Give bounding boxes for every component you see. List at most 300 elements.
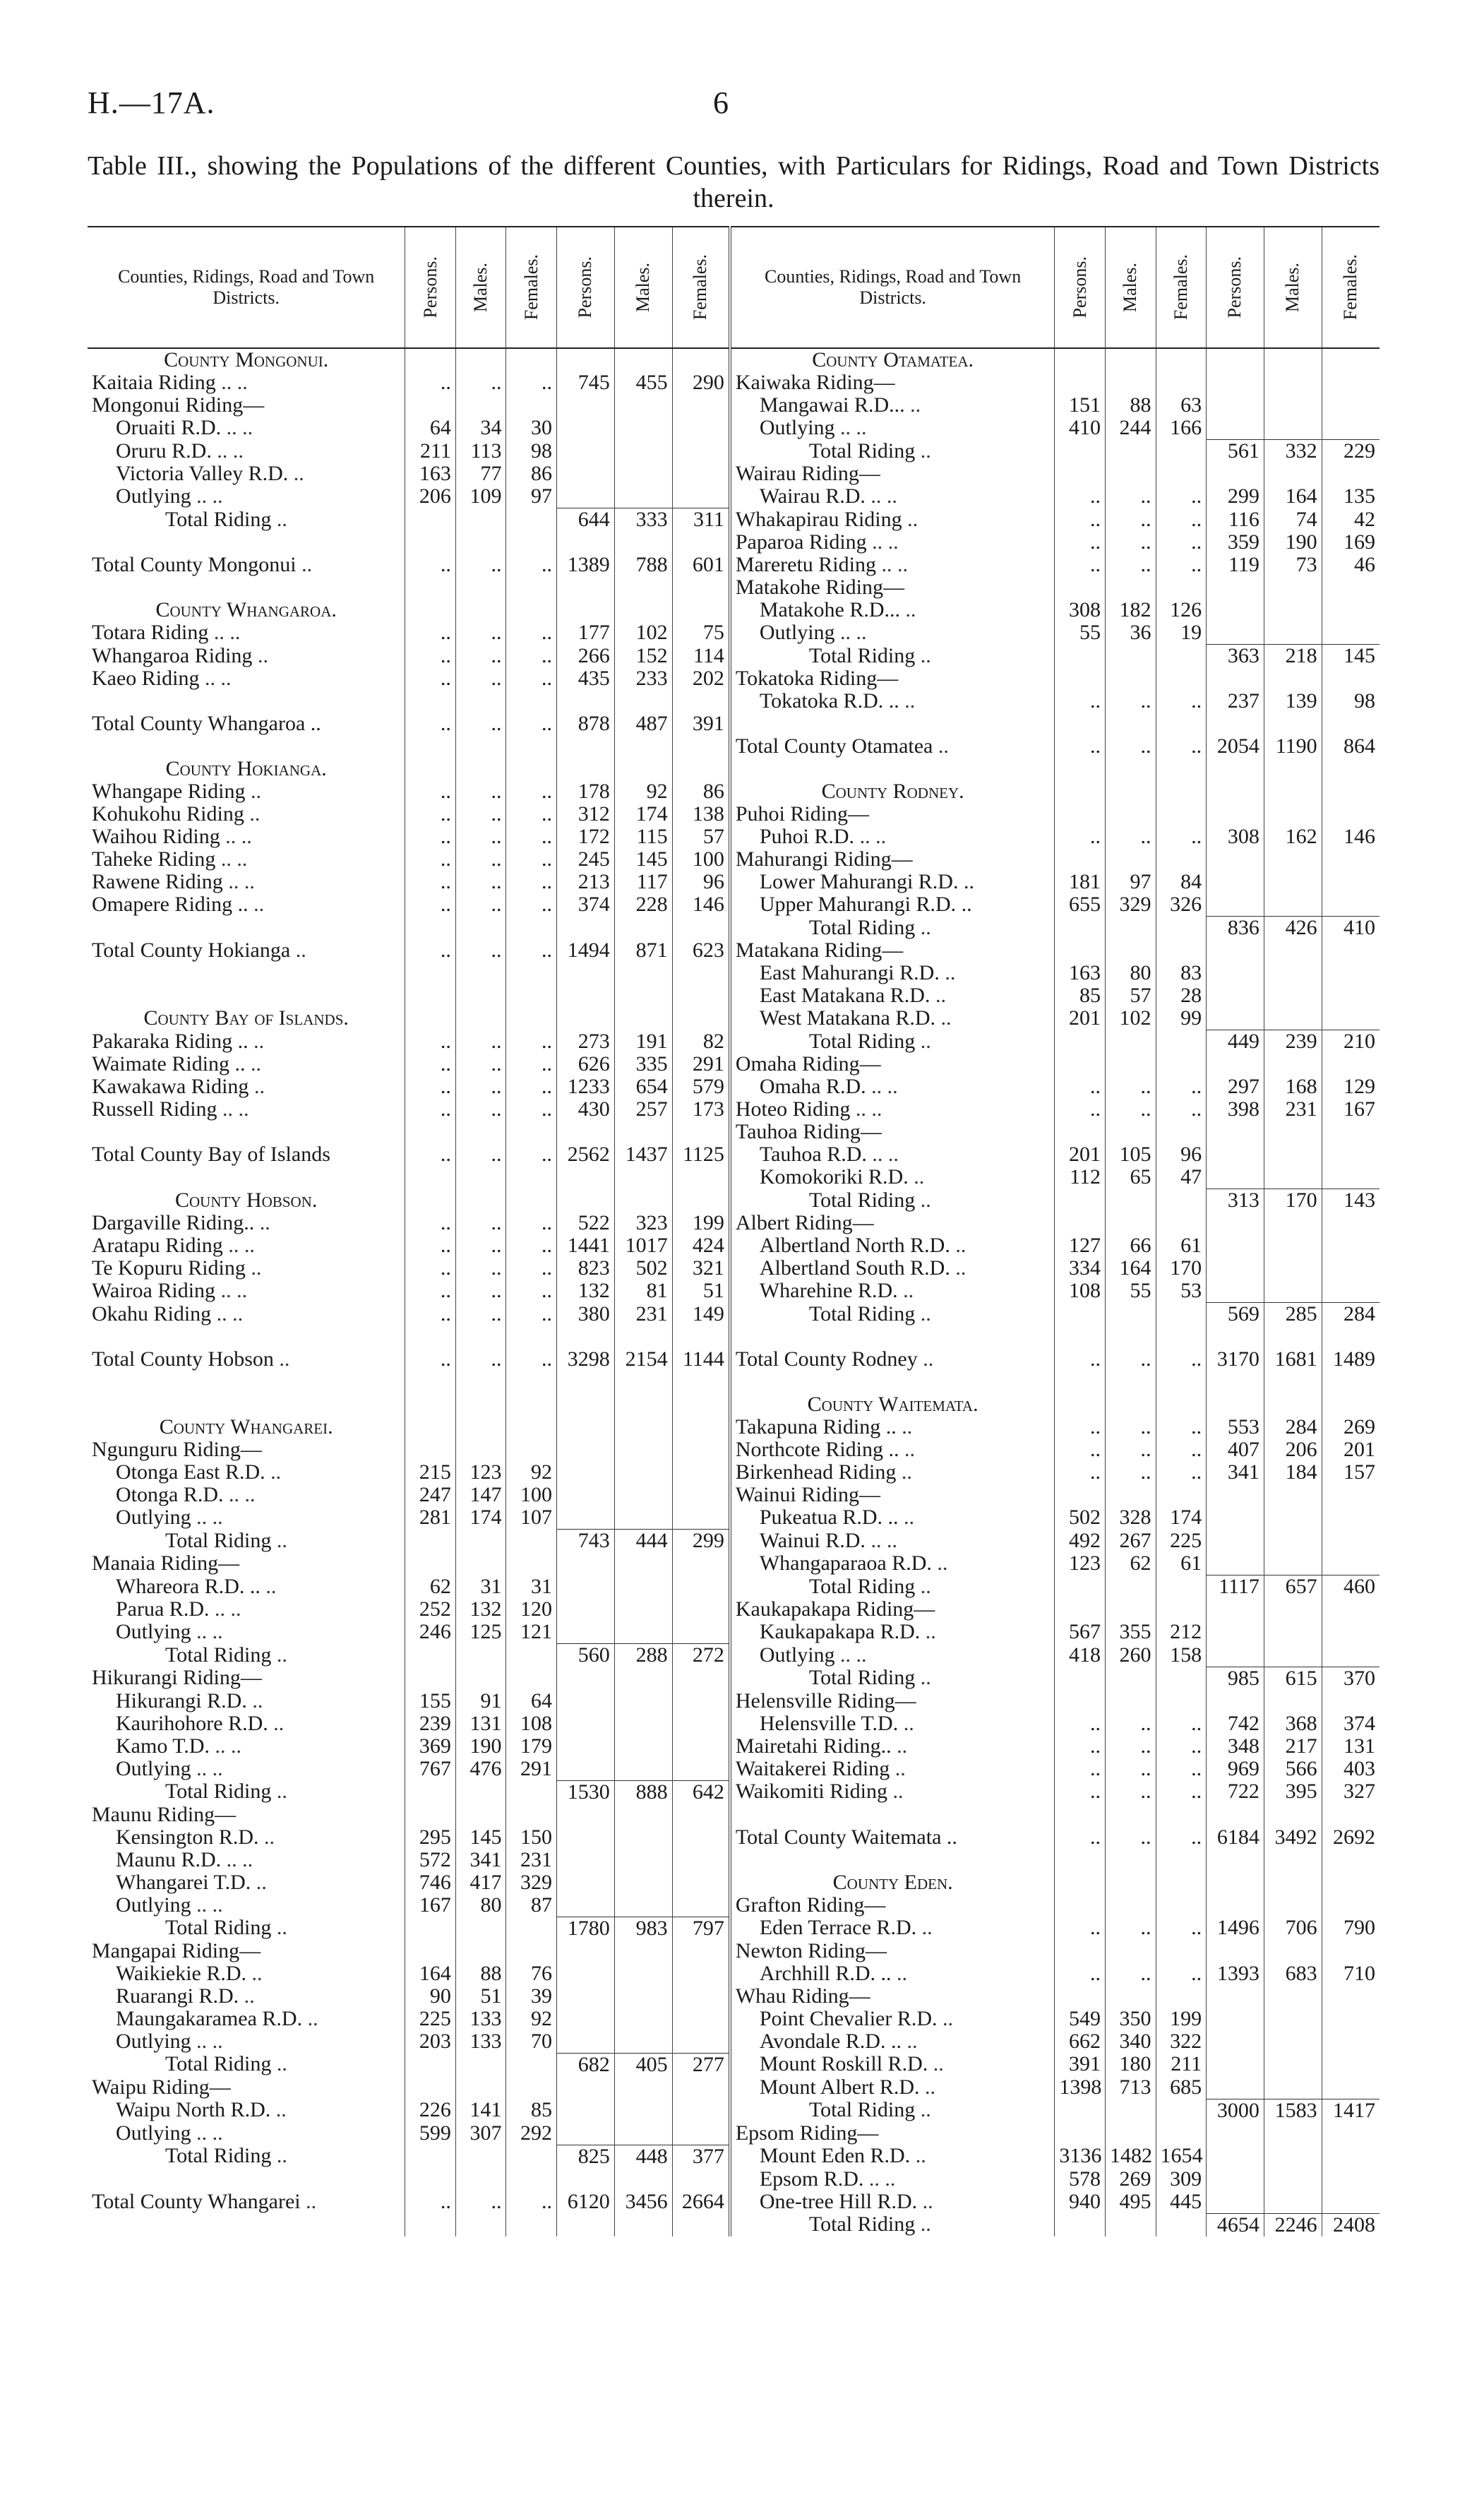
district-males-cell: 133	[455, 2030, 506, 2054]
row-label	[88, 758, 405, 780]
district-males-cell	[455, 1644, 506, 1667]
riding-persons-cell: 742	[1207, 1712, 1264, 1735]
riding-females-cell	[672, 2099, 730, 2122]
row-label	[88, 348, 405, 371]
row-label	[88, 1326, 405, 1348]
table-row	[88, 2008, 1380, 2030]
table-row	[88, 554, 1380, 576]
riding-persons-cell	[557, 1393, 615, 1416]
district-males-cell: 164	[1105, 1257, 1156, 1280]
row-label-text: Otonga R.D.	[116, 1484, 224, 1506]
riding-males-cell	[614, 735, 672, 758]
riding-females-cell	[672, 2213, 730, 2236]
riding-males-cell: 228	[614, 893, 672, 917]
riding-females-cell: 710	[1344, 1962, 1375, 1985]
riding-males-cell	[614, 1712, 672, 1735]
row-label	[730, 713, 1055, 735]
table-row	[88, 1644, 1380, 1667]
row-label	[730, 1143, 1055, 1166]
leader-dots: ..	[300, 2190, 317, 2213]
district-females-cell	[506, 1166, 557, 1189]
leader-dots: .. ..	[215, 371, 248, 394]
leader-dots: ..	[290, 939, 306, 962]
row-label	[88, 1804, 405, 1826]
row-label-text: Total Riding	[808, 1030, 916, 1053]
riding-persons-cell: 682	[557, 2053, 615, 2076]
district-females-cell	[1156, 1690, 1207, 1712]
district-females-cell: ..	[506, 780, 557, 803]
riding-persons-cell: 299	[1207, 485, 1264, 508]
riding-males-cell: 92	[614, 780, 672, 803]
row-label-text: Albertland North R.D.	[759, 1234, 950, 1257]
district-females-cell	[1156, 463, 1207, 485]
riding-females-cell	[1322, 463, 1380, 485]
riding-males-cell	[1264, 871, 1322, 893]
district-persons-cell: ..	[1055, 1076, 1106, 1098]
leader-dots: ..	[933, 735, 949, 758]
riding-males-cell: 145	[614, 848, 672, 871]
riding-males-cell: 231	[1264, 1098, 1322, 1121]
row-label	[88, 2099, 405, 2122]
header-males: Males.	[1282, 262, 1303, 313]
district-females-cell: 292	[506, 2122, 557, 2145]
district-females-cell	[1156, 917, 1207, 940]
district-females-cell: ..	[1156, 485, 1207, 508]
riding-persons-cell	[557, 2030, 615, 2054]
district-persons-cell: ..	[405, 554, 456, 576]
riding-females-cell: 145	[1322, 645, 1380, 668]
district-females-cell: ..	[1156, 826, 1207, 848]
table-row	[88, 1530, 1380, 1553]
riding-females-cell	[672, 1575, 730, 1599]
row-label-text: Outlying	[116, 1621, 191, 1644]
riding-females-cell	[1322, 1143, 1380, 1166]
district-persons-cell: 64	[405, 417, 456, 440]
riding-males-cell	[1264, 848, 1322, 871]
riding-males-cell: 170	[1264, 1189, 1322, 1213]
district-persons-cell: 164	[405, 1962, 456, 1985]
district-males-cell	[1105, 713, 1156, 735]
row-label-text: Manaia Riding—	[92, 1552, 240, 1575]
riding-persons-cell	[557, 576, 615, 599]
row-label-text: Outlying	[116, 1757, 191, 1780]
row-label	[88, 962, 405, 984]
district-males-cell: ..	[1105, 1438, 1156, 1461]
district-persons-cell: ..	[405, 1257, 456, 1280]
table-row	[88, 1667, 1380, 1690]
district-persons-cell	[1055, 1326, 1106, 1348]
riding-females-cell: 146	[672, 893, 730, 917]
riding-males-cell	[614, 2168, 672, 2191]
district-males-cell	[1105, 1985, 1156, 2008]
riding-males-cell	[614, 1189, 672, 1213]
row-label	[730, 1007, 1055, 1030]
district-females-cell: ..	[506, 371, 557, 394]
riding-females-cell	[1322, 2122, 1380, 2145]
district-females-cell: 326	[1156, 893, 1207, 917]
riding-females-cell: 75	[672, 621, 730, 645]
riding-males-cell	[1264, 576, 1322, 599]
row-label	[88, 554, 405, 576]
riding-persons-cell	[557, 1189, 615, 1213]
row-label-text: Mount Roskill R.D.	[759, 2053, 928, 2076]
riding-females-cell	[672, 962, 730, 984]
riding-males-cell	[614, 1621, 672, 1644]
row-label-text: Total Riding	[165, 1643, 272, 1667]
table-row	[88, 417, 1380, 440]
row-label-text: Epsom R.D.	[759, 2167, 864, 2191]
riding-females-cell	[1322, 348, 1380, 371]
leader-dots: .. ..	[834, 417, 867, 440]
district-persons-cell	[1055, 1189, 1106, 1213]
district-persons-cell	[405, 2053, 456, 2076]
district-persons-cell	[405, 917, 456, 940]
table-row	[88, 2099, 1380, 2122]
row-label-text: Outlying	[759, 621, 835, 645]
riding-persons-cell	[1207, 1598, 1264, 1621]
row-label	[88, 893, 405, 917]
district-persons-cell	[405, 1416, 456, 1438]
riding-persons-cell	[1207, 1552, 1264, 1575]
district-females-cell: 121	[506, 1621, 557, 1644]
riding-males-cell: 444	[614, 1530, 672, 1553]
district-persons-cell	[1055, 2099, 1106, 2122]
row-label-text: Puhoi Riding—	[735, 803, 870, 826]
table-row	[88, 1393, 1380, 1416]
leader-dots: ..	[249, 1076, 265, 1098]
district-females-cell: ..	[506, 1280, 557, 1303]
row-label-text: Whangaroa Riding	[92, 644, 253, 667]
row-label-text: Maungakaramea R.D.	[116, 2007, 303, 2030]
leader-dots: ..	[245, 780, 261, 803]
leader-dots: .. ..	[215, 1280, 248, 1303]
row-label	[730, 1053, 1055, 1076]
riding-females-cell: 291	[672, 1053, 730, 1076]
leader-dots: .. ..	[217, 1098, 249, 1121]
row-label-text: Outlying	[116, 2121, 191, 2145]
district-persons-cell: ..	[405, 780, 456, 803]
district-persons-cell	[1055, 1598, 1106, 1621]
riding-females-cell	[672, 485, 730, 508]
riding-females-cell	[672, 1826, 730, 1849]
district-persons-cell: 246	[405, 1621, 456, 1644]
row-label-text: County Rodney.	[821, 780, 964, 803]
district-persons-cell	[405, 758, 456, 780]
leader-dots: .. ..	[221, 417, 253, 440]
district-persons-cell: ..	[405, 1053, 456, 1076]
district-males-cell: 329	[1105, 893, 1156, 917]
row-label-text: One-tree Hill R.D.	[759, 2190, 918, 2213]
district-males-cell: 145	[455, 1826, 506, 1849]
riding-males-cell: 788	[614, 554, 672, 576]
row-label-text: Russell Riding	[92, 1098, 217, 1121]
header-females: Females.	[1340, 254, 1361, 321]
table-row	[88, 2122, 1380, 2145]
table-row	[88, 848, 1380, 871]
row-label-text: County Mongonui.	[164, 348, 329, 371]
district-males-cell: ..	[455, 371, 506, 394]
riding-males-cell	[1264, 962, 1322, 984]
riding-persons-cell	[1207, 713, 1264, 735]
row-label-text: Total Riding	[165, 1529, 272, 1552]
riding-males-cell	[1264, 1894, 1322, 1917]
riding-persons-cell	[557, 962, 615, 984]
leader-dots: .. ..	[191, 2121, 223, 2145]
district-males-cell	[1105, 1667, 1156, 1690]
district-persons-cell	[1055, 371, 1106, 394]
table-row	[88, 1917, 1380, 1940]
riding-persons-cell	[1207, 1166, 1264, 1189]
district-females-cell: ..	[506, 1030, 557, 1054]
district-persons-cell: 206	[405, 485, 456, 508]
riding-females-cell	[1322, 939, 1380, 962]
district-females-cell: ..	[1156, 1416, 1207, 1438]
district-persons-cell	[1055, 1030, 1106, 1054]
riding-males-cell	[614, 1598, 672, 1621]
row-label-text: Whangaparaoa R.D.	[759, 1552, 932, 1575]
district-males-cell: ..	[455, 1030, 506, 1054]
district-persons-cell: ..	[1055, 1826, 1106, 1849]
riding-females-cell: 321	[672, 1257, 730, 1280]
riding-persons-cell: 273	[557, 1030, 615, 1054]
table-row	[88, 440, 1380, 463]
leader-dots: .. ..	[191, 1757, 223, 1780]
riding-males-cell	[614, 2076, 672, 2099]
table-row	[88, 599, 1380, 621]
row-label	[730, 371, 1055, 394]
district-males-cell: ..	[1105, 1461, 1156, 1484]
row-label-text: Kamo T.D.	[116, 1734, 210, 1758]
district-males-cell	[1105, 371, 1156, 394]
riding-males-cell	[614, 2099, 672, 2122]
leader-dots: ..	[899, 1438, 915, 1461]
row-label	[730, 1166, 1055, 1189]
district-males-cell	[455, 1667, 506, 1690]
leader-dots: ..	[900, 599, 916, 621]
riding-females-cell	[1322, 713, 1380, 735]
district-males-cell: 190	[455, 1735, 506, 1758]
district-females-cell: 31	[506, 1575, 557, 1599]
district-females-cell	[1156, 939, 1207, 962]
row-label-text: Total County Mongonui	[92, 554, 297, 576]
row-label-text: Kensington R.D.	[116, 1825, 259, 1849]
district-persons-cell: 201	[1055, 1007, 1106, 1030]
riding-persons-cell: 1496	[1207, 1917, 1264, 1940]
row-label	[88, 1530, 405, 1553]
riding-persons-cell	[557, 463, 615, 485]
leader-dots: ..	[271, 1529, 287, 1552]
district-females-cell: 108	[506, 1712, 557, 1735]
riding-females-cell	[1322, 2145, 1380, 2168]
row-label-text: Total Riding	[165, 2053, 272, 2076]
district-males-cell: ..	[1105, 1826, 1156, 1849]
district-persons-cell	[1055, 1985, 1106, 2008]
row-label-text: Outlying	[116, 485, 191, 508]
leader-dots: ..	[930, 984, 946, 1007]
riding-females-cell	[1322, 803, 1380, 826]
district-males-cell: ..	[1105, 554, 1156, 576]
table-row	[88, 348, 1380, 371]
district-females-cell: ..	[1156, 735, 1207, 758]
row-label-text: Omaha R.D.	[759, 1076, 866, 1098]
riding-persons-cell	[557, 1416, 615, 1438]
riding-females-cell: 86	[672, 780, 730, 803]
row-label-text: Tauhoa Riding—	[735, 1121, 882, 1143]
riding-males-cell	[614, 2008, 672, 2030]
leader-dots: .. ..	[223, 1484, 256, 1506]
district-persons-cell	[405, 984, 456, 1007]
district-persons-cell: ..	[405, 1030, 456, 1054]
row-label-text: Hikurangi R.D.	[116, 1689, 247, 1712]
district-males-cell: 109	[455, 485, 506, 508]
table-row	[88, 917, 1380, 940]
riding-males-cell: 162	[1264, 826, 1322, 848]
district-persons-cell: ..	[1055, 1712, 1106, 1735]
row-label	[730, 2008, 1055, 2030]
district-persons-cell	[1055, 1393, 1106, 1416]
district-males-cell	[1105, 780, 1156, 803]
district-persons-cell: 215	[405, 1461, 456, 1484]
riding-females-cell: 284	[1322, 1303, 1380, 1326]
riding-persons-cell: 398	[1207, 1098, 1264, 1121]
riding-females-cell: 642	[672, 1780, 730, 1804]
row-label	[88, 2122, 405, 2145]
district-females-cell: ..	[1156, 531, 1207, 554]
row-label-text: Parua R.D.	[116, 1598, 210, 1621]
riding-females-cell: 202	[672, 667, 730, 690]
row-label-text: Avondale R.D. ..	[759, 2030, 902, 2053]
district-males-cell	[455, 394, 506, 417]
district-females-cell: ..	[506, 1257, 557, 1280]
riding-males-cell	[1264, 2145, 1322, 2168]
table-row	[88, 1780, 1380, 1804]
leader-dots: ..	[252, 644, 268, 667]
riding-persons-cell	[557, 1735, 615, 1758]
district-persons-cell	[405, 2076, 456, 2099]
riding-females-cell	[672, 599, 730, 621]
district-persons-cell: ..	[405, 1234, 456, 1257]
riding-persons-cell: 2054	[1207, 735, 1264, 758]
row-label	[730, 1598, 1055, 1621]
row-label-text: Total Riding	[165, 1917, 272, 1940]
table-row	[88, 893, 1380, 917]
row-label	[88, 1917, 405, 1940]
riding-persons-cell: 313	[1207, 1189, 1264, 1213]
table-row	[88, 1371, 1380, 1393]
row-label	[88, 1257, 405, 1280]
district-females-cell: 212	[1156, 1621, 1207, 1644]
riding-males-cell	[1264, 1326, 1322, 1348]
district-males-cell: 269	[1105, 2168, 1156, 2191]
riding-males-cell	[614, 1962, 672, 1985]
district-males-cell: ..	[455, 803, 506, 826]
district-persons-cell: 85	[1055, 984, 1106, 1007]
row-label	[730, 1667, 1055, 1690]
district-males-cell	[455, 1393, 506, 1416]
district-males-cell: ..	[455, 1212, 506, 1234]
riding-persons-cell: 213	[557, 871, 615, 893]
row-label-text: Lower Mahurangi R.D. ..	[759, 871, 974, 893]
table-header-row	[88, 227, 1380, 348]
riding-persons-cell: 177	[557, 621, 615, 645]
riding-females-cell	[1322, 394, 1380, 417]
riding-males-cell: 368	[1264, 1712, 1322, 1735]
riding-persons-cell: 1233	[557, 1076, 615, 1098]
row-label	[730, 1189, 1055, 1213]
table-row	[88, 1598, 1380, 1621]
district-males-cell	[455, 917, 506, 940]
district-males-cell	[1105, 645, 1156, 668]
district-females-cell	[1156, 780, 1207, 803]
riding-persons-cell	[1207, 463, 1264, 485]
district-persons-cell	[405, 599, 456, 621]
riding-persons-cell	[557, 531, 615, 554]
district-persons-cell: 599	[405, 2122, 456, 2145]
riding-males-cell	[1264, 1598, 1322, 1621]
district-persons-cell: ..	[1055, 1348, 1106, 1371]
district-females-cell: ..	[506, 1098, 557, 1121]
row-label	[88, 621, 405, 645]
row-label	[88, 713, 405, 735]
district-females-cell	[1156, 1121, 1207, 1143]
row-label	[730, 1371, 1055, 1393]
district-males-cell: ..	[1105, 1962, 1156, 1985]
leader-dots: ..	[915, 916, 931, 939]
riding-females-cell: 790	[1344, 1917, 1375, 1940]
riding-females-cell: 290	[672, 371, 730, 394]
riding-persons-cell	[557, 735, 615, 758]
district-males-cell: ..	[455, 1143, 506, 1166]
riding-persons-cell	[1207, 599, 1264, 621]
district-females-cell	[1156, 758, 1207, 780]
riding-males-cell: 455	[614, 371, 672, 394]
riding-males-cell: 888	[614, 1780, 672, 1804]
row-label	[88, 531, 405, 554]
riding-males-cell: 566	[1264, 1758, 1322, 1781]
riding-persons-cell: 132	[557, 1280, 615, 1303]
riding-persons-cell: 341	[1207, 1461, 1264, 1484]
table-row	[88, 485, 1380, 508]
riding-males-cell: 871	[614, 939, 672, 962]
riding-persons-cell	[1207, 1121, 1264, 1143]
row-label	[88, 1758, 405, 1781]
riding-males-cell: 206	[1264, 1438, 1322, 1461]
table-row	[88, 939, 1380, 962]
district-males-cell: ..	[1105, 531, 1156, 554]
riding-persons-cell	[1207, 1234, 1264, 1257]
riding-persons-cell	[1207, 621, 1264, 645]
row-label	[730, 554, 1055, 576]
riding-males-cell	[1264, 1007, 1322, 1030]
district-females-cell	[506, 962, 557, 984]
row-label	[88, 1735, 405, 1758]
riding-males-cell	[1264, 1849, 1322, 1871]
riding-persons-cell	[1207, 1326, 1264, 1348]
riding-females-cell	[1322, 1166, 1380, 1189]
row-label	[88, 1212, 405, 1234]
district-males-cell	[1105, 2099, 1156, 2122]
district-females-cell: ..	[1156, 1826, 1207, 1849]
riding-females-cell: 129	[1344, 1076, 1375, 1098]
riding-males-cell: 168	[1264, 1076, 1322, 1098]
leader-dots: ..	[939, 962, 956, 984]
row-label-text: Omaha Riding—	[735, 1053, 881, 1076]
table-row	[88, 1712, 1380, 1735]
riding-males-cell	[1264, 1552, 1322, 1575]
riding-females-cell	[1322, 1326, 1380, 1348]
leader-dots: ..	[268, 1712, 285, 1735]
district-persons-cell	[1055, 758, 1106, 780]
